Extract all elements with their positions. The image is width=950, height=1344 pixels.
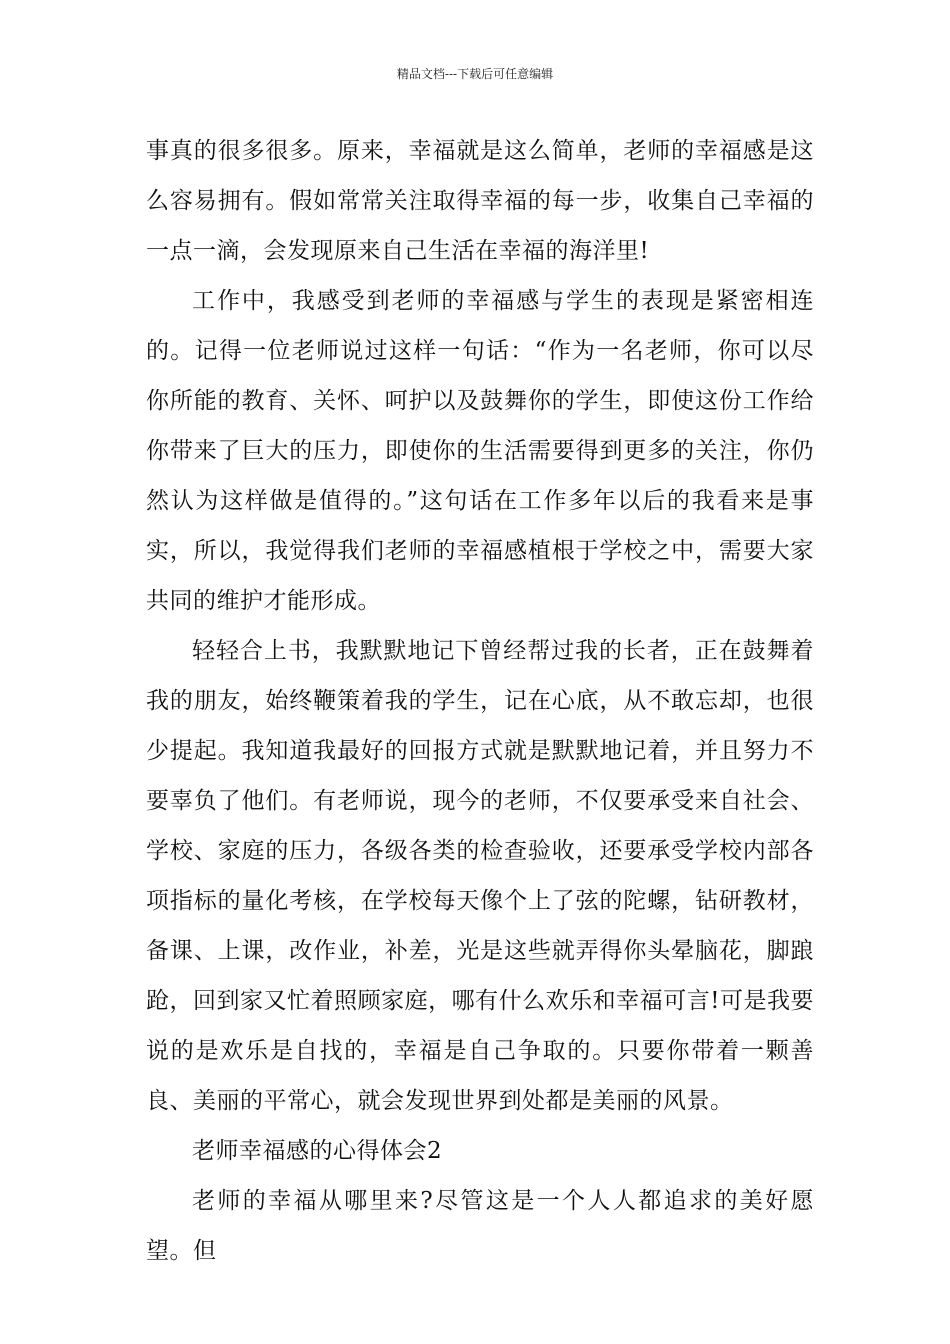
paragraph-work-happiness: 工作中，我感受到老师的幸福感与学生的表现是紧密相连的。记得一位老师说过这样一句话：“作为一名老师，你可以尽你所能的教育、关怀、呵护以及鼓舞你的学生，即使这份工作给你带来了巨大的压力，即使你的生活需要得到更多的关注，你仍然认为这样做是值得的。”这句话在工作多年以后的我看来是事实，所以，我觉得我们老师的幸福感植根于学校之中，需要大家共同的维护才能形成。 [146,288,814,614]
paragraph-close-book: 轻轻合上书，我默默地记下曾经帮过我的长者，正在鼓舞着我的朋友，始终鞭策着我的学生，记在心底，从不敢忘却，也很少提起。我知道我最好的回报方式就是默默地记着，并且努力不要辜负了他们。有老师说，现今的老师，不仅要承受来自社会、学校、家庭的压力，各级各类的检查验收，还要承受学校内部各项指标的量化考核，在学校每天像个上了弦的陀螺，钻研教材，备课、上课，改作业，补差，光是这些就弄得你头晕脑花，脚踉跄，回到家又忙着照顾家庭，哪有什么欢乐和幸福可言!可是我要说的是欢乐是自找的，幸福是自己争取的。只要你带着一颗善良、美丽的平常心，就会发现世界到处都是美丽的风景。 [146,638,814,1114]
section-heading: 老师幸福感的心得体会2 [192,1138,443,1164]
paragraph-where-happiness: 老师的幸福从哪里来?尽管这是一个人人都追求的美好愿望。但 [146,1188,814,1264]
page-header: 精品文档---下载后可任意编辑 [396,67,554,81]
document-body [146,126,814,1276]
paragraph-continuation: 事真的很多很多。原来，幸福就是这么简单，老师的幸福感是这么容易拥有。假如常常关注取得幸福的每一步，收集自己幸福的一点一滴，会发现原来自己生活在幸福的海洋里! [146,138,814,264]
